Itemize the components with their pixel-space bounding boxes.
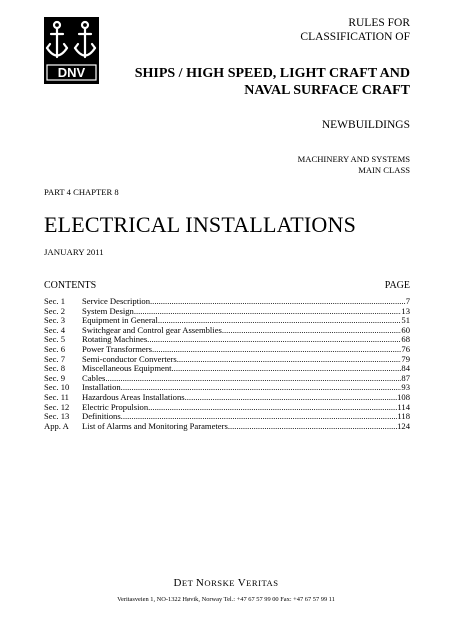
toc-leader-dots bbox=[222, 326, 402, 336]
page-label: PAGE bbox=[384, 280, 410, 291]
toc-leader-dots bbox=[105, 374, 401, 384]
toc-entry[interactable] bbox=[44, 422, 410, 432]
toc-section-title: Miscellaneous Equipment bbox=[82, 363, 172, 374]
toc-page-number: 68 bbox=[401, 334, 410, 345]
toc-page-number: 124 bbox=[397, 420, 410, 431]
toc-leader-dots bbox=[152, 345, 401, 355]
toc-section-title: Electric Propulsion bbox=[82, 401, 149, 412]
toc-section-title: Service Description bbox=[82, 296, 151, 306]
publisher-initial-v: V bbox=[237, 577, 247, 589]
newbuildings-label: NEWBUILDINGS bbox=[321, 119, 410, 131]
toc-section-title: Power Transformers bbox=[82, 343, 152, 354]
ships-line-1: SHIPS / HIGH SPEED, LIGHT CRAFT AND bbox=[134, 66, 410, 81]
toc-leader-dots bbox=[177, 355, 402, 365]
document-title: ELECTRICAL INSTALLATIONS bbox=[44, 212, 357, 237]
publisher-initial-n: N bbox=[195, 577, 205, 589]
toc-leader-dots bbox=[147, 335, 401, 345]
toc-page-number: 84 bbox=[401, 363, 410, 374]
rules-for-heading bbox=[300, 16, 410, 44]
machinery-line-2: MAIN CLASS bbox=[358, 165, 410, 175]
publisher-part-3: ERITAS bbox=[246, 578, 279, 588]
toc-page-number: 51 bbox=[401, 315, 410, 326]
toc-section-title: System Design bbox=[82, 305, 134, 316]
toc-page-number: 93 bbox=[401, 382, 410, 393]
toc-section-title: Hazardous Areas Installations bbox=[82, 391, 185, 402]
ships-heading bbox=[135, 65, 410, 99]
part-chapter-label: PART 4 CHAPTER 8 bbox=[44, 187, 119, 197]
toc-section-number: Sec. 2 bbox=[44, 305, 66, 316]
toc-leader-dots bbox=[172, 364, 402, 374]
toc-page-number: 79 bbox=[401, 353, 410, 364]
table-of-contents bbox=[44, 297, 410, 431]
publisher-name bbox=[0, 577, 452, 589]
toc-section-number: Sec. 8 bbox=[44, 363, 66, 374]
publisher-part-1: ET bbox=[181, 578, 196, 588]
toc-leader-dots bbox=[134, 307, 402, 317]
toc-page-number: 118 bbox=[397, 411, 410, 422]
toc-page-number: 13 bbox=[401, 305, 410, 316]
toc-section-title: Cables bbox=[82, 372, 106, 383]
machinery-heading bbox=[298, 154, 410, 176]
toc-leader-dots bbox=[148, 403, 397, 413]
toc-section-number: Sec. 5 bbox=[44, 334, 66, 345]
machinery-line-1: MACHINERY AND SYSTEMS bbox=[297, 154, 410, 164]
toc-section-title: Semi-conductor Converters bbox=[82, 353, 177, 364]
rules-line-2: CLASSIFICATION OF bbox=[300, 31, 410, 43]
toc-leader-dots bbox=[150, 297, 406, 307]
publisher-initial-d: D bbox=[173, 577, 182, 589]
toc-section-title: Definitions bbox=[82, 411, 121, 422]
toc-section-title: Switchgear and Control gear Assemblies bbox=[82, 324, 222, 335]
toc-page-number: 87 bbox=[401, 372, 410, 383]
toc-section-title: Rotating Machines bbox=[82, 334, 148, 345]
toc-section-number: Sec. 11 bbox=[44, 391, 69, 402]
toc-section-number: Sec. 6 bbox=[44, 343, 66, 354]
toc-section-number: Sec. 7 bbox=[44, 353, 66, 364]
toc-leader-dots bbox=[228, 422, 397, 432]
toc-section-number: Sec. 13 bbox=[44, 411, 70, 422]
document-date: JANUARY 2011 bbox=[44, 247, 104, 257]
publisher-address: Veritasveien 1, NO-1322 Høvik, Norway Tel.: +47 67 57 99 00 Fax: +47 67 57 99 11 bbox=[117, 596, 335, 603]
toc-section-number: App. A bbox=[44, 420, 69, 431]
toc-section-number: Sec. 12 bbox=[44, 401, 70, 412]
logo-text: DNV bbox=[57, 65, 86, 80]
toc-section-number: Sec. 1 bbox=[44, 296, 66, 306]
rules-line-1: RULES FOR bbox=[348, 17, 410, 29]
toc-section-title: List of Alarms and Monitoring Parameters bbox=[82, 420, 228, 431]
toc-section-number: Sec. 4 bbox=[44, 324, 66, 335]
publisher-part-2: ORSKE bbox=[204, 578, 238, 588]
toc-section-title: Installation bbox=[82, 382, 121, 393]
toc-section-number: Sec. 9 bbox=[44, 372, 66, 383]
toc-page-number: 108 bbox=[397, 391, 410, 402]
ships-line-2: NAVAL SURFACE CRAFT bbox=[244, 83, 410, 98]
toc-section-number: Sec. 3 bbox=[44, 315, 66, 326]
toc-leader-dots bbox=[185, 393, 397, 403]
toc-page-number: 60 bbox=[401, 324, 410, 335]
toc-page-number: 7 bbox=[405, 296, 410, 306]
contents-label: CONTENTS bbox=[44, 280, 97, 291]
toc-section-title: Equipment in General bbox=[82, 315, 158, 326]
toc-section-number: Sec. 10 bbox=[44, 382, 70, 393]
toc-page-number: 76 bbox=[401, 343, 410, 354]
toc-page-number: 114 bbox=[397, 401, 410, 412]
dnv-logo bbox=[44, 17, 99, 84]
